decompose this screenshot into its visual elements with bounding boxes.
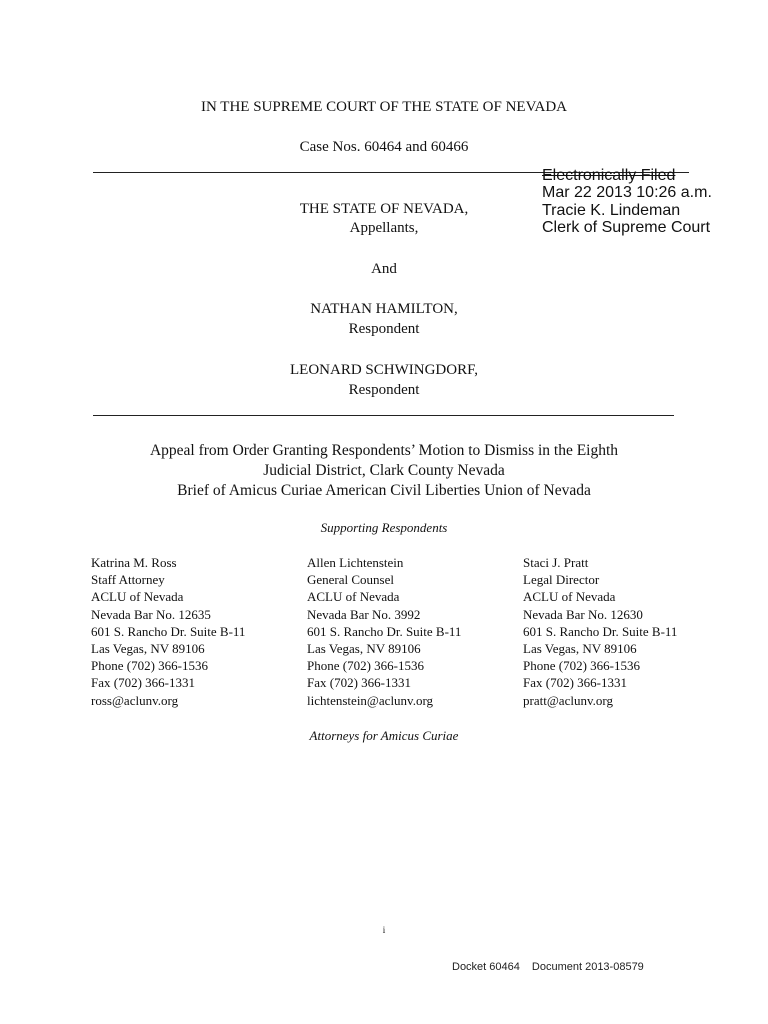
attorney-phone: Phone (702) 366-1536 xyxy=(307,658,424,674)
filing-stamp-datetime: Mar 22 2013 10:26 a.m. xyxy=(542,184,712,201)
attorney-title: Legal Director xyxy=(523,572,600,588)
conjunction-and: And xyxy=(371,261,397,277)
attorney-bar: Nevada Bar No. 12630 xyxy=(523,606,643,622)
attorney-title: General Counsel xyxy=(307,572,395,588)
attorney-title: Staff Attorney xyxy=(91,572,165,588)
attorney-city: Las Vegas, NV 89106 xyxy=(307,640,421,656)
attorney-bar: Nevada Bar No. 3992 xyxy=(307,606,421,622)
respondent1-name: NATHAN HAMILTON, xyxy=(310,301,458,317)
respondent2-name: LEONARD SCHWINGDORF, xyxy=(290,362,478,378)
attorney-city: Las Vegas, NV 89106 xyxy=(523,640,637,656)
attorney-city: Las Vegas, NV 89106 xyxy=(91,640,205,656)
attorney-org: ACLU of Nevada xyxy=(307,589,400,605)
attorney-email: lichtenstein@aclunv.org xyxy=(307,692,434,708)
appeal-line1-end: Granting Respondents’ Motion to Dismiss in the Eighth xyxy=(272,442,619,459)
attorney-phone: Phone (702) 366-1536 xyxy=(91,658,208,674)
bottom-rule xyxy=(93,415,674,416)
attorney-address: 601 S. Rancho Dr. Suite B-11 xyxy=(307,623,462,639)
attorney-block-ross xyxy=(91,554,245,709)
attorney-name: Staci J. Pratt xyxy=(523,555,589,570)
attorney-block-pratt xyxy=(523,554,677,709)
page-number: i xyxy=(382,925,386,935)
attorney-email: pratt@aclunv.org xyxy=(523,692,613,708)
attorney-org: ACLU of Nevada xyxy=(523,589,616,605)
filing-stamp-clerk-name: Tracie K. Lindeman xyxy=(542,202,681,219)
filing-stamp-clerk-title: Clerk of Supreme Court xyxy=(542,219,711,236)
appeal-line3: Brief of Amicus Curiae American Civil Liberties Union of Nevada xyxy=(177,482,591,499)
document-number: Document 2013-08579 xyxy=(531,961,644,973)
attorney-address: 601 S. Rancho Dr. Suite B-11 xyxy=(91,623,246,639)
attorney-name: Katrina M. Ross xyxy=(91,555,177,570)
attorney-email: ross@aclunv.org xyxy=(91,692,179,708)
appeal-line2: Judicial District, Clark County Nevada xyxy=(263,462,505,479)
attorney-name: Allen Lichtenstein xyxy=(307,555,404,570)
attorney-fax: Fax (702) 366-1331 xyxy=(91,675,195,691)
docket-number: Docket 60464 xyxy=(452,961,520,973)
supporting-respondents: Supporting Respondents xyxy=(320,520,448,535)
attorney-address: 601 S. Rancho Dr. Suite B-11 xyxy=(523,623,678,639)
attorney-fax: Fax (702) 366-1331 xyxy=(523,675,627,691)
respondent2-role: Respondent xyxy=(348,382,420,398)
appeal-line1 xyxy=(0,441,768,461)
case-numbers: Case Nos. 60464 and 60466 xyxy=(299,139,469,155)
appellant-name: THE STATE OF NEVADA, xyxy=(299,201,469,217)
appeal-line1-start: Appeal from Order xyxy=(149,442,273,459)
attorney-phone: Phone (702) 366-1536 xyxy=(523,658,640,674)
court-title: IN THE SUPREME COURT OF THE STATE OF NEVADA xyxy=(201,99,567,115)
attorney-fax: Fax (702) 366-1331 xyxy=(307,675,411,691)
attorney-block-lichtenstein xyxy=(307,554,461,709)
appellant-role: Appellants, xyxy=(349,220,419,236)
attorneys-for-amicus: Attorneys for Amicus Curiae xyxy=(309,728,459,743)
attorney-org: ACLU of Nevada xyxy=(91,589,184,605)
filing-stamp-line1: Electronically Filed xyxy=(542,167,676,184)
docket-footer xyxy=(452,961,644,973)
attorney-bar: Nevada Bar No. 12635 xyxy=(91,606,211,622)
respondent1-role: Respondent xyxy=(348,321,420,337)
